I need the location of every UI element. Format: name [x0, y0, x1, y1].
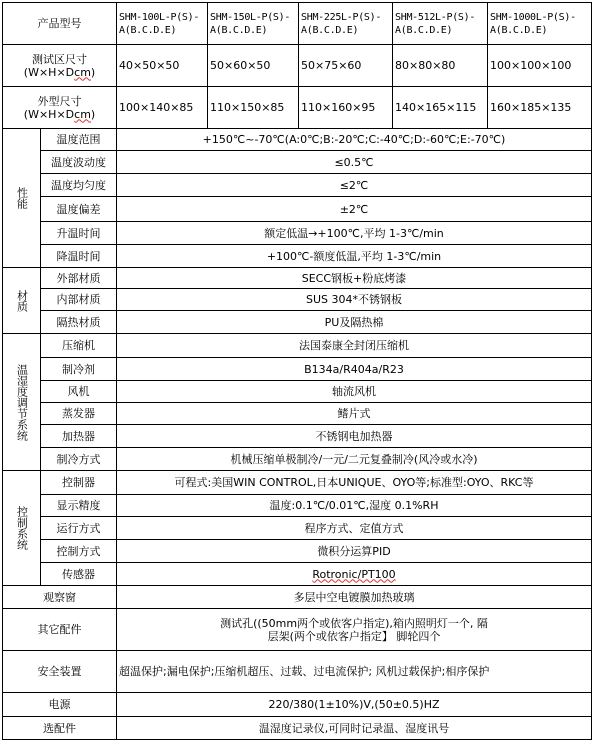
- row-value: 温湿度记录仪,可同时记录温、湿度讯号: [117, 717, 592, 740]
- table-row: [3, 517, 592, 540]
- row-label: 隔热材质: [41, 311, 117, 334]
- model-row: [3, 3, 592, 45]
- row-label: 温度波动度: [41, 151, 117, 174]
- table-row: [3, 495, 592, 517]
- spec-table: [2, 2, 592, 740]
- row-label: 蒸发器: [41, 403, 117, 425]
- row-value: 超温保护;漏电保护;压缩机超压、过载、过电流保护; 风机过载保护;相序保护: [117, 651, 592, 693]
- row-label: 温度偏差: [41, 197, 117, 222]
- test-area-value: 100×100×100: [488, 45, 592, 87]
- row-label: 运行方式: [41, 517, 117, 540]
- row-label: 升温时间: [41, 222, 117, 245]
- row-value: Rotronic/PT100: [312, 567, 396, 581]
- row-label: 压缩机: [41, 334, 117, 358]
- test-area-value: 80×80×80: [393, 45, 488, 87]
- row-value: 微积分运算PID: [117, 540, 592, 563]
- model-cell: SHM-225L-P(S)- A(B.C.D.E): [299, 3, 393, 45]
- control-group: 控制系统: [3, 471, 41, 586]
- row-label: 其它配件: [3, 609, 117, 651]
- row-label: 外部材质: [41, 268, 117, 289]
- row-value: 220/380(1±10%)V,(50±0.5)HZ: [117, 693, 592, 717]
- row-label: 控制器: [41, 471, 117, 495]
- table-row: [3, 334, 592, 358]
- row-value: ≤0.5℃: [117, 151, 592, 174]
- row-label: 加热器: [41, 425, 117, 448]
- test-area-row: [3, 45, 592, 87]
- table-row: [3, 197, 592, 222]
- table-row: [3, 693, 592, 717]
- table-row: [3, 358, 592, 381]
- table-row: [3, 563, 592, 586]
- row-value: 机械压缩单极制冷/一元/二元复叠制冷(风冷或水冷): [117, 448, 592, 471]
- row-value: PU及隔热棉: [117, 311, 592, 334]
- model-cell: SHM-512L-P(S)- A(B.C.D.E): [393, 3, 488, 45]
- row-value: +150℃~-70℃(A:0℃;B:-20℃;C:-40℃;D:-60℃;E:-70℃): [117, 129, 592, 151]
- table-row: [3, 717, 592, 740]
- row-value: 可程式:美国WIN CONTROL,日本UNIQUE、OYO等;标准型:OYO、RKC等: [117, 471, 592, 495]
- row-value: 鳍片式: [117, 403, 592, 425]
- row-label: 风机: [41, 381, 117, 403]
- table-row: [3, 381, 592, 403]
- row-label: 温度均匀度: [41, 174, 117, 197]
- table-row: [3, 151, 592, 174]
- row-value: +100℃-额度低温,平均 1-3℃/min: [117, 245, 592, 268]
- row-label: 制冷剂: [41, 358, 117, 381]
- table-row: [3, 245, 592, 268]
- performance-group: 性能: [3, 129, 41, 268]
- outer-size-row: [3, 87, 592, 129]
- table-row: [3, 540, 592, 563]
- outer-size-value: 110×160×95: [299, 87, 393, 129]
- test-area-value: 40×50×50: [117, 45, 208, 87]
- test-area-label: 测试区尺寸 (W×H×Dcm): [3, 45, 117, 87]
- model-cell: SHM-100L-P(S)- A(B.C.D.E): [117, 3, 208, 45]
- row-label: 显示精度: [41, 495, 117, 517]
- table-row: [3, 174, 592, 197]
- row-label: 温度范围: [41, 129, 117, 151]
- row-label: 传感器: [41, 563, 117, 586]
- outer-size-label: 外型尺寸 (W×H×Dcm): [3, 87, 117, 129]
- test-area-value: 50×75×60: [299, 45, 393, 87]
- row-value: 法国泰康全封闭压缩机: [117, 334, 592, 358]
- model-cell: SHM-1000L-P(S)- A(B.C.D.E): [488, 3, 592, 45]
- row-value: 额定低温→+100℃,平均 1-3℃/min: [117, 222, 592, 245]
- row-label: 制冷方式: [41, 448, 117, 471]
- row-label: 电源: [3, 693, 117, 717]
- table-row: [3, 289, 592, 311]
- row-value: SUS 304*不锈钢板: [117, 289, 592, 311]
- table-row: [3, 425, 592, 448]
- row-value: ≤2℃: [117, 174, 592, 197]
- outer-size-value: 110×150×85: [208, 87, 299, 129]
- row-label: 安全装置: [3, 651, 117, 693]
- table-row: [3, 268, 592, 289]
- test-area-value: 50×60×50: [208, 45, 299, 87]
- row-value: 多层中空电镀膜加热玻璃: [117, 586, 592, 609]
- model-label: 产品型号: [3, 3, 117, 45]
- table-row: [3, 586, 592, 609]
- system-group: 温湿度调节系统: [3, 334, 41, 471]
- row-label: 选配件: [3, 717, 117, 740]
- row-label: 降温时间: [41, 245, 117, 268]
- row-value: 温度:0.1℃/0.01℃,湿度 0.1%RH: [117, 495, 592, 517]
- outer-size-value: 100×140×85: [117, 87, 208, 129]
- row-value: 轴流风机: [117, 381, 592, 403]
- material-group: 材质: [3, 268, 41, 334]
- table-row: [3, 129, 592, 151]
- row-value: SECC钢板+粉底烤漆: [117, 268, 592, 289]
- outer-size-value: 140×165×115: [393, 87, 488, 129]
- model-cell: SHM-150L-P(S)- A(B.C.D.E): [208, 3, 299, 45]
- table-row: [3, 448, 592, 471]
- table-row: [3, 651, 592, 693]
- row-value: 测试孔((50mm两个或依客户指定),箱内照明灯一个, 隔 层架(两个或依客户指定】 脚轮四个: [117, 609, 592, 651]
- row-label: 内部材质: [41, 289, 117, 311]
- outer-size-value: 160×185×135: [488, 87, 592, 129]
- table-row: [3, 609, 592, 651]
- table-row: [3, 222, 592, 245]
- table-row: [3, 403, 592, 425]
- table-row: [3, 471, 592, 495]
- row-label: 观察窗: [3, 586, 117, 609]
- row-value: ±2℃: [117, 197, 592, 222]
- row-value: B134a/R404a/R23: [117, 358, 592, 381]
- row-label: 控制方式: [41, 540, 117, 563]
- table-row: [3, 311, 592, 334]
- row-value: 不锈钢电加热器: [117, 425, 592, 448]
- row-value: 程序方式、定值方式: [117, 517, 592, 540]
